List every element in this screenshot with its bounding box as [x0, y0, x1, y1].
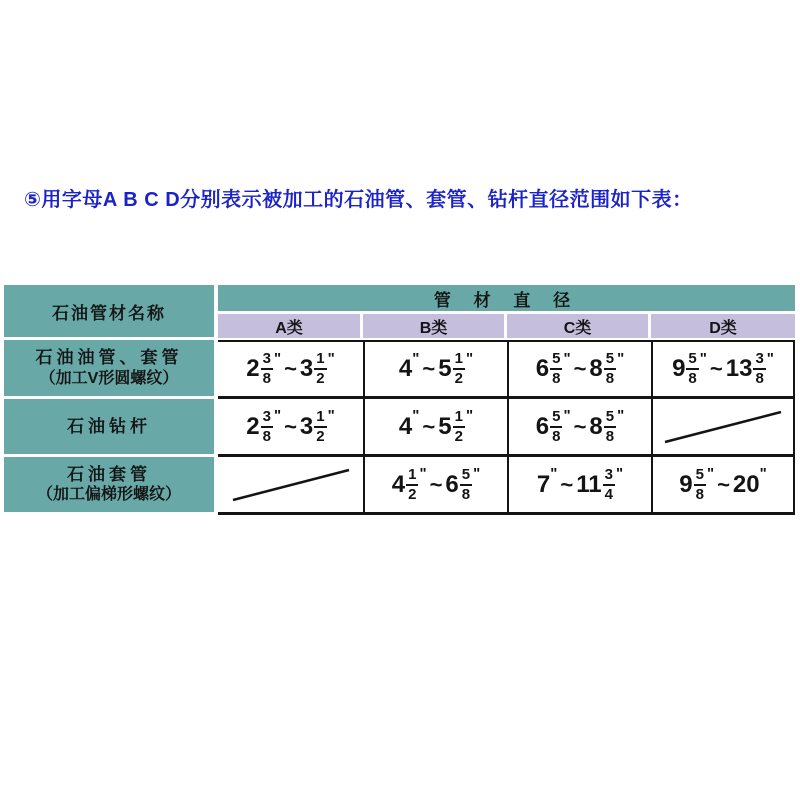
- inch-mark: ": [706, 465, 715, 482]
- range-tilde: ~: [284, 413, 297, 439]
- class-header-a: [218, 314, 363, 340]
- range-tilde: ~: [284, 356, 297, 381]
- corner-header-cell: [4, 285, 218, 340]
- corner-header-label: 石油管材名称: [52, 303, 166, 323]
- fraction: $\frac{1}{2}$: [454, 407, 463, 445]
- data-cell-r1-d: 9 $\frac{5}{8}$ " ~ 13 $\frac{3}{8}$ ": [651, 340, 795, 399]
- range-tilde: ~: [573, 413, 587, 439]
- range-tilde: ~: [717, 471, 730, 497]
- inch-mark: ": [550, 465, 558, 482]
- inch-mark: ": [412, 350, 420, 367]
- class-header-b: [363, 314, 507, 340]
- pipe-diameter-table: [4, 285, 795, 515]
- row-label-tubing-casing: [4, 340, 218, 399]
- row-label-drill-pipe: [4, 399, 218, 457]
- inch-mark: ": [473, 465, 481, 482]
- range-tilde: ~: [560, 471, 574, 497]
- inch-mark: ": [465, 407, 474, 424]
- inch-mark: ": [273, 350, 282, 367]
- fraction: $\frac{1}{2}$: [454, 350, 463, 387]
- row-label-line1: 石油油管、套管: [35, 348, 183, 368]
- inch-mark: ": [617, 350, 625, 367]
- class-header-c: [507, 314, 651, 340]
- inch-mark: ": [759, 465, 767, 482]
- range-tilde: ~: [709, 356, 723, 381]
- class-header-d: [651, 314, 795, 340]
- data-cell-r1-a: 2 $\frac{3}{8}$ " ~ 3 $\frac{1}{2}$ ": [218, 340, 363, 399]
- fraction: $\frac{3}{8}$: [262, 350, 271, 387]
- inch-mark: ": [412, 407, 420, 424]
- inch-mark: ": [465, 350, 474, 367]
- data-cell-r2-d: [651, 399, 795, 457]
- row-label-line1: 石油套管: [67, 464, 151, 484]
- fraction: $\frac{5}{8}$: [461, 465, 471, 503]
- row-label-line1: 石油钻杆: [67, 416, 151, 436]
- fraction: $\frac{5}{8}$: [695, 465, 704, 503]
- na-diagonal-line: [662, 409, 784, 445]
- data-cell-r1-c: 6 $\frac{5}{8}$ " ~ 8 $\frac{5}{8}$ ": [507, 340, 651, 399]
- fraction: $\frac{1}{2}$: [316, 350, 325, 387]
- fraction: $\frac{1}{2}$: [408, 465, 417, 503]
- diameter-header-cell: [218, 285, 795, 314]
- fraction: $\frac{5}{8}$: [605, 350, 615, 387]
- inch-mark: ": [563, 350, 571, 367]
- data-cell-r2-c: 6 $\frac{5}{8}$ " ~ 8 $\frac{5}{8}$ ": [507, 399, 651, 457]
- fraction: $\frac{3}{8}$: [262, 407, 271, 445]
- fraction: $\frac{5}{8}$: [552, 407, 561, 445]
- inch-mark: ": [699, 350, 707, 367]
- fraction: $\frac{5}{8}$: [605, 407, 615, 445]
- inch-mark: ": [563, 407, 571, 424]
- row-label-line2: （加工偏梯形螺纹）: [36, 486, 181, 504]
- inch-mark: ": [327, 350, 335, 367]
- data-cell-r2-b: 4 " ~ 5 $\frac{1}{2}$ ": [363, 399, 507, 457]
- inch-mark: ": [766, 350, 774, 367]
- diameter-header-label: 管 材 直 径: [433, 290, 580, 310]
- data-cell-r3-b: 4 $\frac{1}{2}$ " ~ 6 $\frac{5}{8}$ ": [363, 457, 507, 515]
- data-cell-r3-a: [218, 457, 363, 515]
- class-header-b-label: B类: [419, 319, 448, 337]
- range-tilde: ~: [573, 356, 587, 381]
- data-cell-r1-b: 4 " ~ 5 $\frac{1}{2}$ ": [363, 340, 507, 399]
- inch-mark: ": [617, 407, 625, 424]
- range-tilde: ~: [422, 413, 436, 439]
- row-label-casing-buttress: [4, 457, 218, 515]
- data-cell-r3-c: 7 " ~ 11 $\frac{3}{4}$ ": [507, 457, 651, 515]
- inch-mark: ": [273, 407, 282, 424]
- fraction: $\frac{5}{8}$: [552, 350, 561, 387]
- inch-mark: ": [419, 465, 427, 482]
- class-header-c-label: C类: [563, 319, 592, 337]
- na-diagonal-line: [230, 467, 352, 503]
- class-header-a-label: A类: [275, 319, 303, 337]
- fraction: $\frac{3}{8}$: [755, 350, 764, 387]
- fraction: $\frac{5}{8}$: [688, 350, 697, 387]
- inch-mark: ": [615, 465, 624, 482]
- class-header-d-label: D类: [709, 319, 737, 337]
- range-tilde: ~: [429, 471, 443, 497]
- page-title: ⑤用字母A B C D分别表示被加工的石油管、套管、钻杆直径范围如下表：: [24, 189, 693, 211]
- row-label-line2: （加工V形圆螺纹）: [39, 369, 179, 387]
- fraction: $\frac{3}{4}$: [604, 465, 613, 503]
- range-tilde: ~: [422, 356, 436, 381]
- data-cell-r3-d: 9 $\frac{5}{8}$ " ~ 20 ": [651, 457, 795, 515]
- fraction: $\frac{1}{2}$: [316, 407, 325, 445]
- data-cell-r2-a: 2 $\frac{3}{8}$ " ~ 3 $\frac{1}{2}$ ": [218, 399, 363, 457]
- inch-mark: ": [327, 407, 335, 424]
